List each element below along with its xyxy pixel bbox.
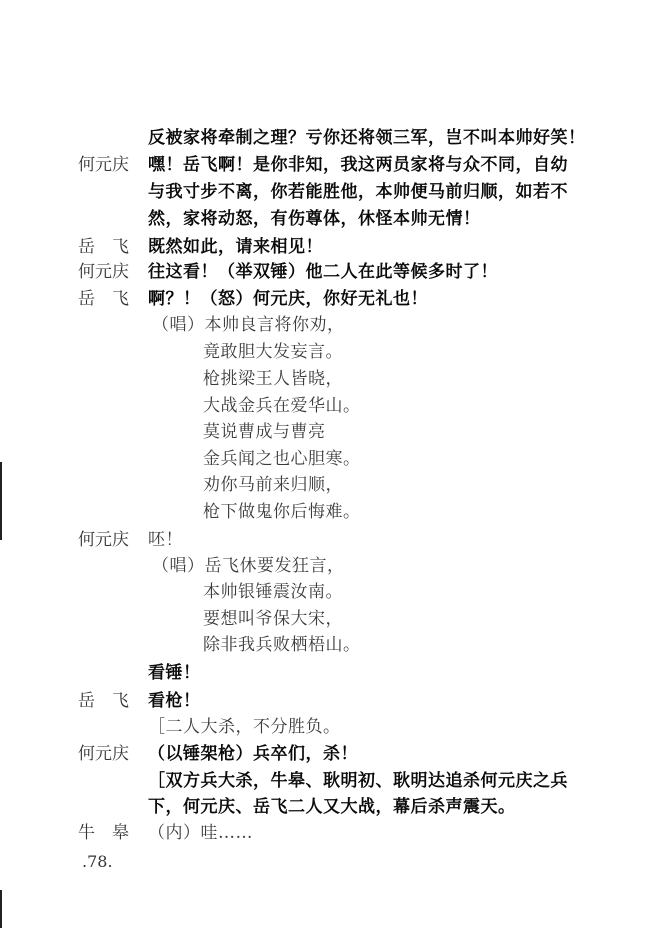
song-line: 劝你马前来归顺， (203, 475, 343, 495)
scan-edge-mark (0, 462, 2, 540)
scan-edge-mark (0, 890, 2, 928)
speaker-he-yuanqing: 何元庆 (78, 530, 129, 550)
speaker-yue-fei: 岳 飞 (78, 691, 129, 711)
dialogue-line: 嘿！岳飞啊！是你非知，我这两员家将与众不同，自幼 (148, 155, 568, 175)
dialogue-line: 然，家将动怒，有伤尊体，休怪本帅无情！ (148, 209, 481, 229)
dialogue-line: 既然如此，请来相见！ (148, 237, 323, 257)
song-line: 要想叫爷保大宋， (203, 609, 343, 629)
dialogue-line: 看锤！ (148, 663, 201, 683)
dialogue-line: 往这看！（举双锤）他二人在此等候多时了！ (148, 262, 498, 282)
song-line: 竟敢胆大发妄言。 (203, 342, 343, 362)
song-line: （唱）本帅良言将你劝， (152, 315, 345, 335)
song-line: 枪下做鬼你后悔难。 (203, 502, 361, 522)
speaker-he-yuanqing: 何元庆 (78, 262, 129, 282)
song-line: 枪挑梁王人皆晓， (203, 369, 343, 389)
dialogue-line: 反被家将牵制之理？亏你还将领三军，岂不叫本帅好笑！ (148, 128, 586, 148)
song-line: 莫说曹成与曹亮 (203, 422, 326, 442)
song-line: 金兵闻之也心胆寒。 (203, 449, 361, 469)
song-line: 除非我兵败栖梧山。 (203, 635, 361, 655)
stage-direction: ［二人大杀，不分胜负。 (148, 717, 341, 737)
song-line: 本帅银锤震汝南。 (203, 582, 343, 602)
song-line: 大战金兵在爱华山。 (203, 396, 361, 416)
speaker-he-yuanqing: 何元庆 (78, 744, 129, 764)
song-line: （唱）岳飞休要发狂言， (152, 556, 345, 576)
speaker-yue-fei: 岳 飞 (78, 289, 129, 309)
dialogue-line: （内）哇…… (148, 823, 253, 843)
stage-direction: 下，何元庆、岳飞二人又大战，幕后杀声震天。 (148, 797, 516, 817)
dialogue-line: 呸！ (148, 530, 183, 550)
page-number: .78. (82, 852, 113, 871)
dialogue-line: 啊？！（怒）何元庆，你好无礼也！ (148, 289, 428, 309)
stage-direction: ［双方兵大杀，牛皋、耿明初、耿明达追杀何元庆之兵 (148, 771, 568, 791)
speaker-niu-gao: 牛 皋 (78, 823, 129, 843)
dialogue-line: （以锤架枪）兵卒们，杀！ (148, 744, 358, 764)
speaker-yue-fei: 岳 飞 (78, 237, 129, 257)
dialogue-line: 与我寸步不离，你若能胜他，本帅便马前归顺，如若不 (148, 182, 568, 202)
dialogue-line: 看枪！ (148, 691, 201, 711)
speaker-he-yuanqing: 何元庆 (78, 155, 129, 175)
